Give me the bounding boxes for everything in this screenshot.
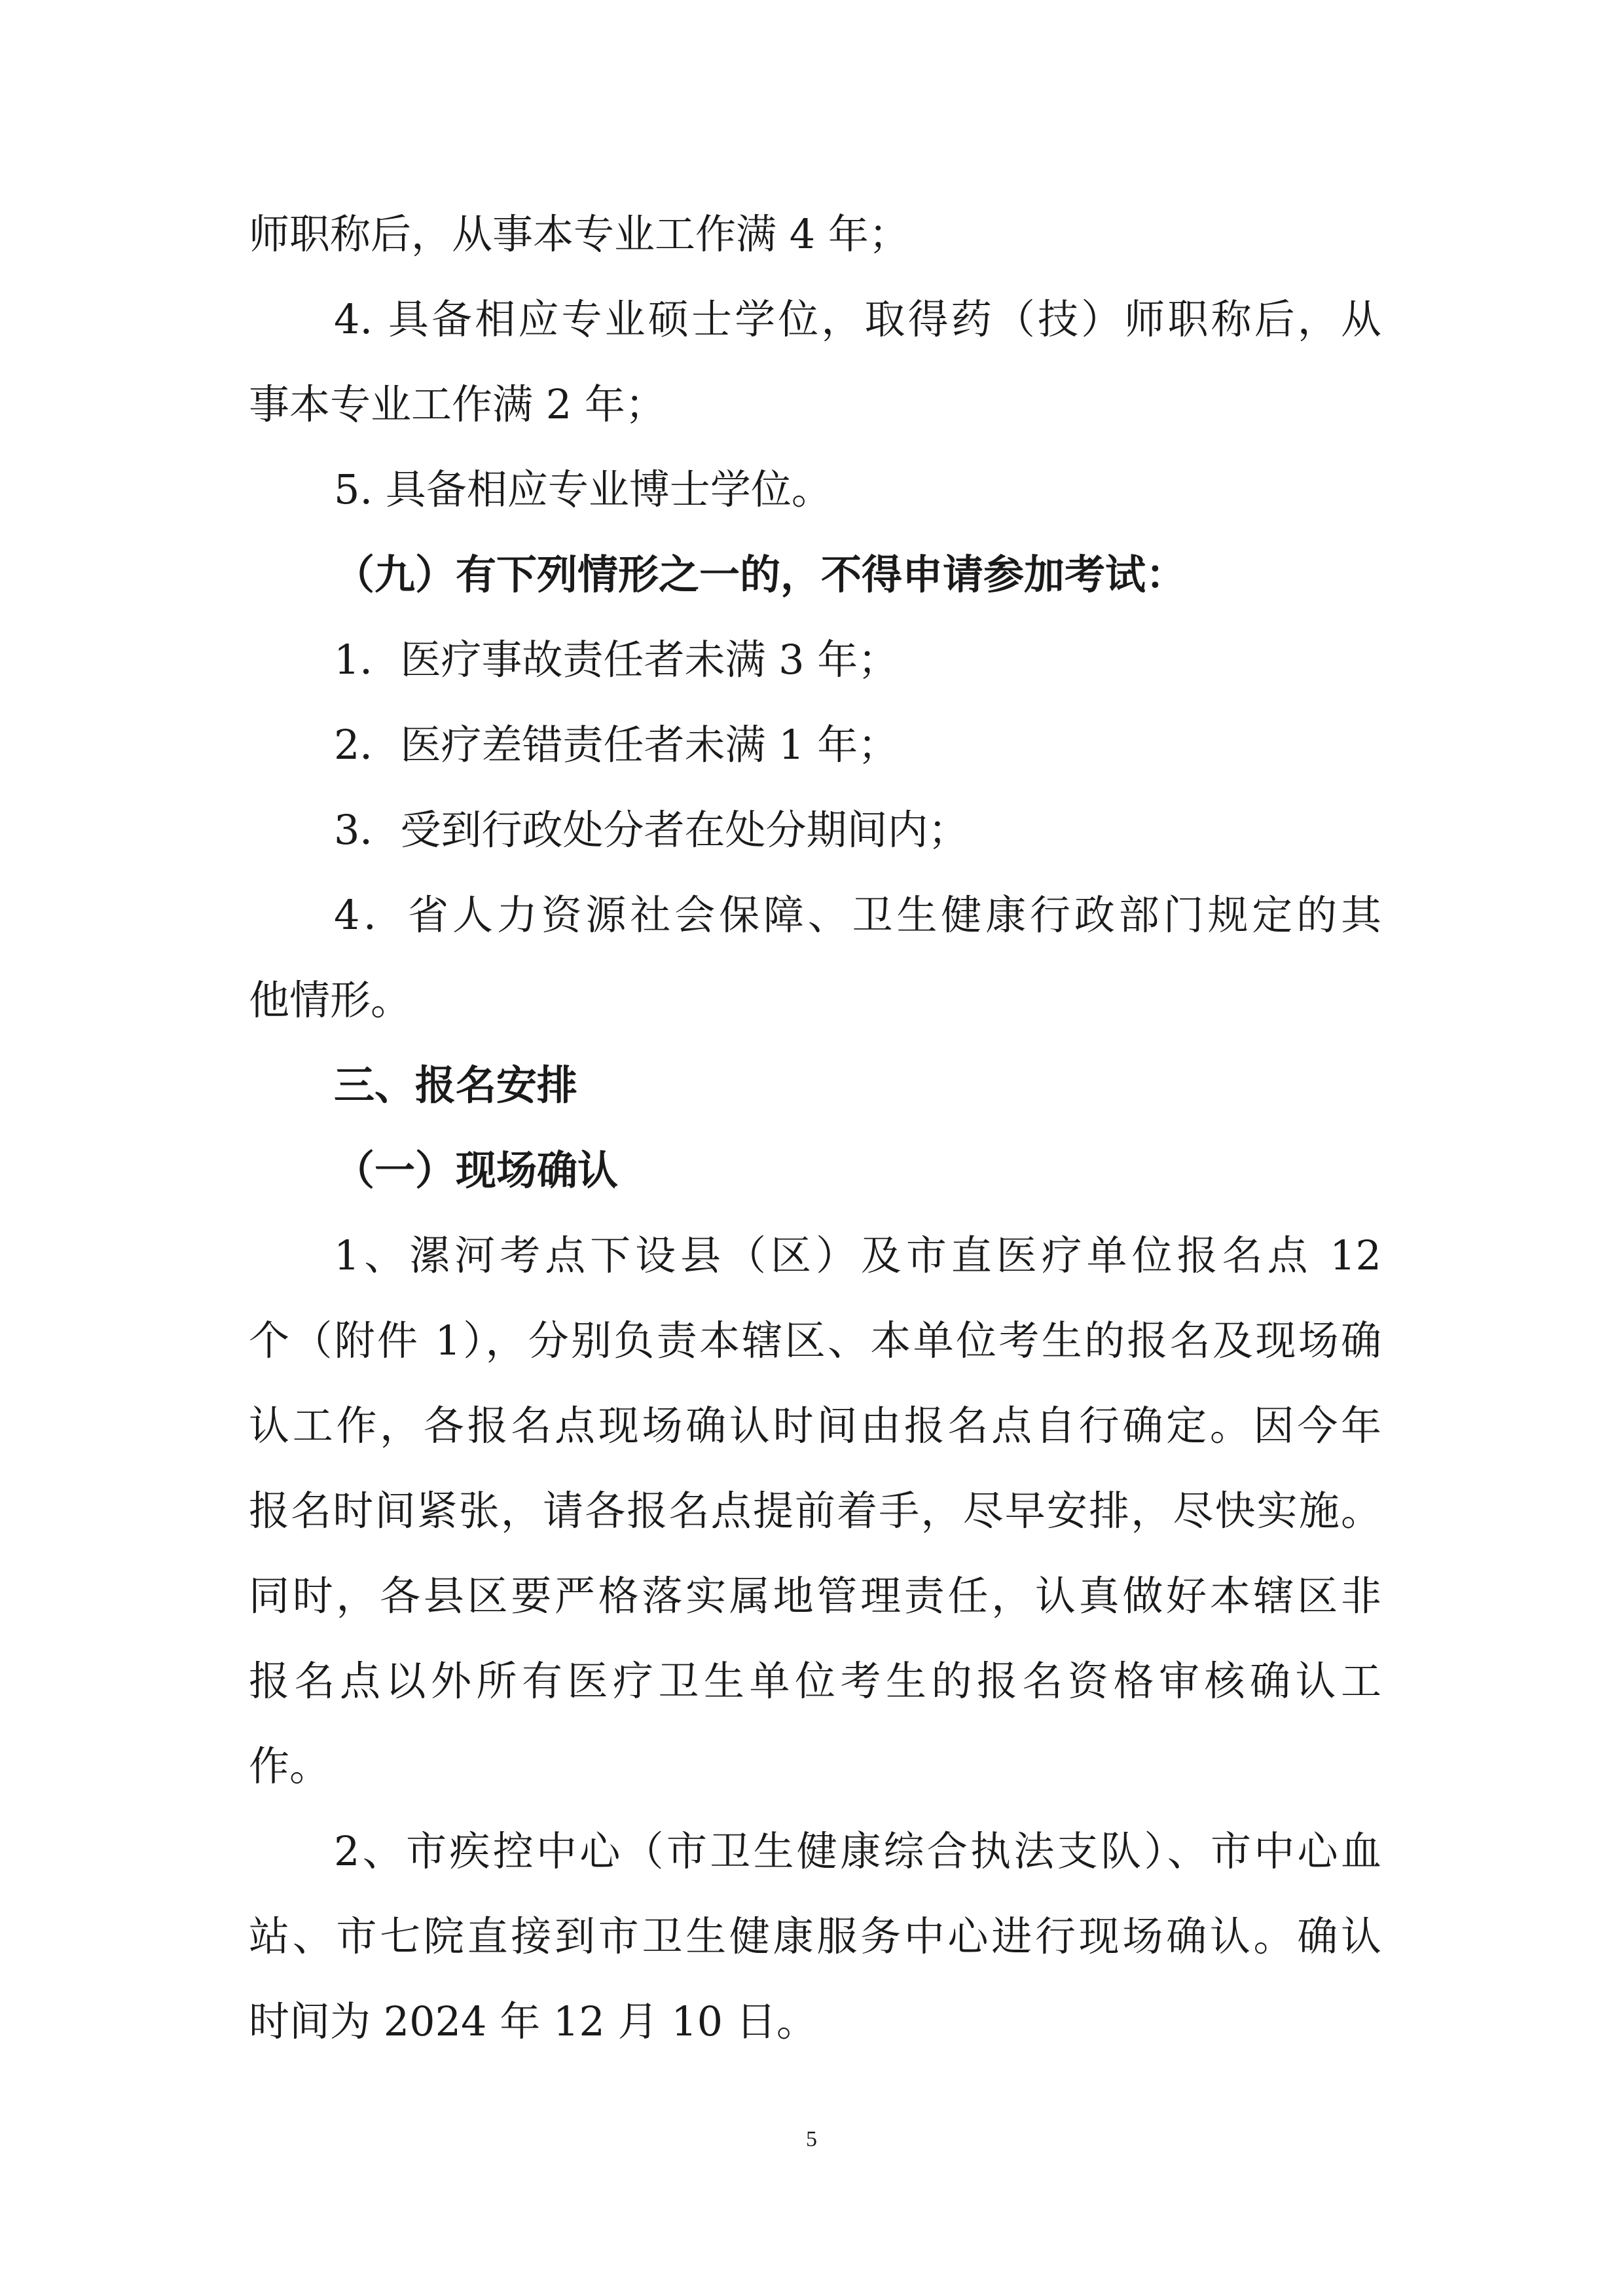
paragraph-line: 师职称后，从事本专业工作满 4 年； <box>249 210 909 258</box>
section-heading: 三、报名安排 <box>334 1061 578 1109</box>
paragraph-line: 时间为 2024 年 12 月 10 日。 <box>249 1997 817 2045</box>
paragraph-line: 个（附件 1），分别负责本辖区、本单位考生的报名及现场确 <box>249 1317 1381 1364</box>
paragraph-line: 事本专业工作满 2 年； <box>249 380 666 428</box>
subsection-heading: （一）现场确认 <box>334 1146 619 1194</box>
paragraph-line: 5. 具备相应专业博士学位。 <box>334 465 832 513</box>
list-item-continuation: 他情形。 <box>249 976 412 1024</box>
paragraph-line: 作。 <box>249 1742 331 1790</box>
list-item: 1．医疗事故责任者未满 3 年； <box>334 636 899 683</box>
list-item: 4．省人力资源社会保障、卫生健康行政部门规定的其 <box>334 891 1381 939</box>
paragraph-line: 2、市疾控中心（市卫生健康综合执法支队）、市中心血 <box>334 1827 1381 1875</box>
list-item: 3．受到行政处分者在处分期间内； <box>334 806 969 854</box>
paragraph-line: 1、漯河考点下设县（区）及市直医疗单位报名点 12 <box>334 1231 1381 1279</box>
paragraph-line: 报名时间紧张，请各报名点提前着手，尽早安排，尽快实施。 <box>249 1487 1381 1535</box>
paragraph-line: 同时，各县区要严格落实属地管理责任，认真做好本辖区非 <box>249 1572 1381 1620</box>
page-number: 5 <box>806 2127 817 2151</box>
paragraph-line: 认工作，各报名点现场确认时间由报名点自行确定。因今年 <box>249 1402 1381 1449</box>
paragraph-line: 站、市七院直接到市卫生健康服务中心进行现场确认。确认 <box>249 1912 1381 1960</box>
paragraph-line: 4. 具备相应专业硕士学位，取得药（技）师职称后，从 <box>334 295 1381 343</box>
subsection-heading: （九）有下列情形之一的，不得申请参加考试： <box>334 551 1187 598</box>
paragraph-line: 报名点以外所有医疗卫生单位考生的报名资格审核确认工 <box>249 1657 1381 1705</box>
list-item: 2．医疗差错责任者未满 1 年； <box>334 721 899 769</box>
